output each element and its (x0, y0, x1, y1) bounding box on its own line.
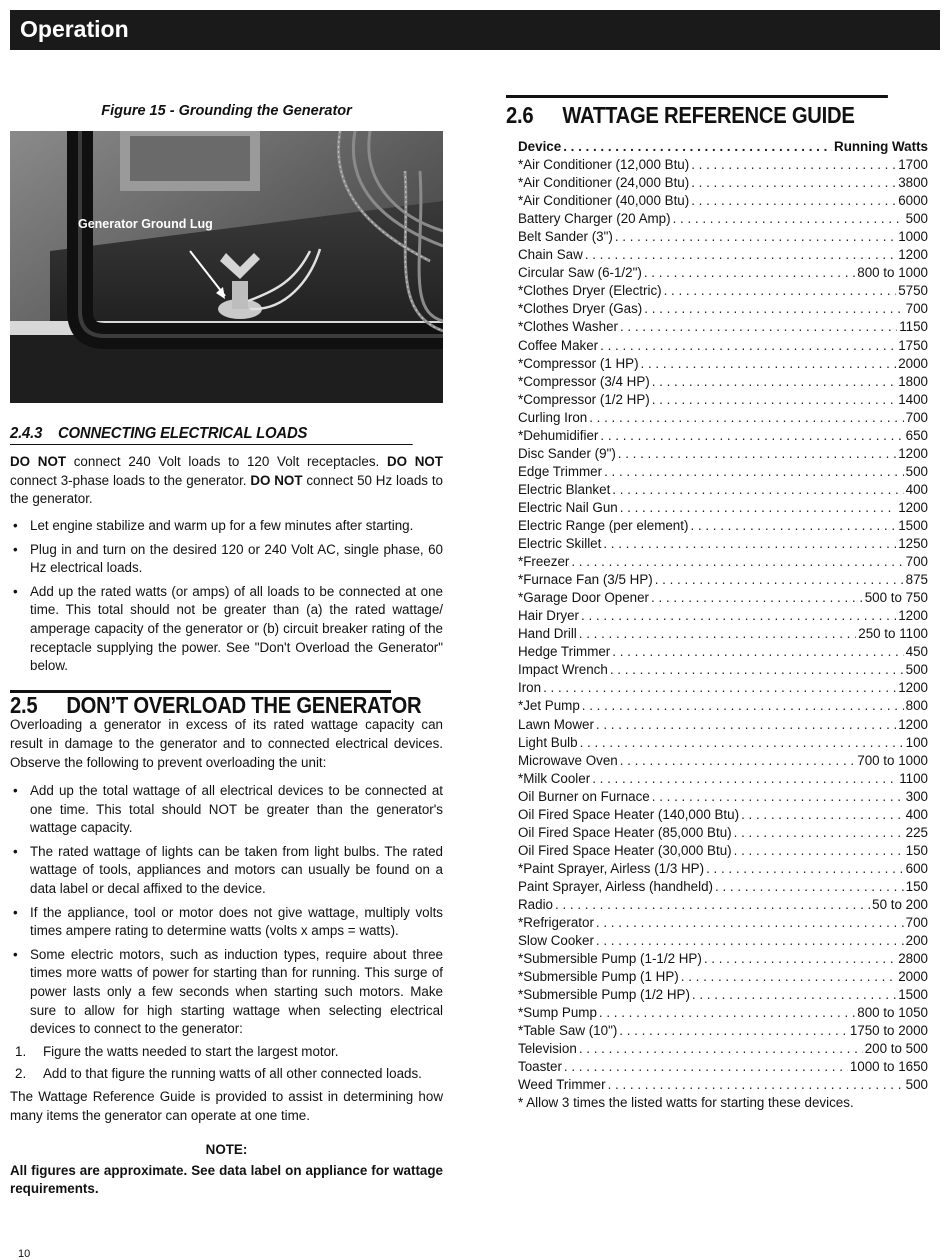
device-name: Disc Sander (9") (518, 445, 616, 461)
device-name: Electric Nail Gun (518, 499, 618, 515)
running-watts: 1200 (898, 680, 928, 696)
device-name: *Paint Sprayer, Airless (1/3 HP) (518, 860, 705, 876)
leader-dots (604, 463, 904, 481)
leader-dots (691, 156, 896, 174)
leader-dots (715, 878, 904, 896)
running-watts: 50 to 200 (872, 896, 928, 912)
leader-dots (596, 932, 904, 950)
table-row (518, 517, 928, 535)
leader-dots (691, 174, 896, 192)
table-row (518, 246, 928, 264)
running-watts: 1400 (898, 391, 928, 407)
device-name: *Clothes Washer (518, 319, 618, 335)
leader-dots (641, 355, 897, 373)
device-name: Television (518, 1041, 577, 1057)
leader-dots (600, 427, 903, 445)
table-row (518, 643, 928, 661)
device-name: Electric Skillet (518, 536, 602, 552)
table-row (518, 373, 928, 391)
table-row (518, 788, 928, 806)
table-row (518, 896, 928, 914)
running-watts: 800 to 1050 (857, 1005, 928, 1021)
device-name: Paint Sprayer, Airless (handheld) (518, 878, 714, 894)
table-row (518, 535, 928, 553)
running-watts: 1200 (898, 247, 928, 263)
running-watts: 650 (905, 427, 928, 443)
page-section-title: Operation (20, 16, 129, 42)
device-name: *Garage Door Opener (518, 590, 650, 606)
table-row (518, 661, 928, 679)
running-watts: 200 (905, 933, 928, 949)
running-watts: 6000 (898, 193, 928, 209)
device-name: *Table Saw (10") (518, 1023, 618, 1039)
device-name: *Submersible Pump (1-1/2 HP) (518, 951, 702, 967)
wattage-table (518, 138, 928, 1094)
table-row (518, 282, 928, 300)
running-watts: 700 (905, 554, 928, 570)
list-item: • Add up the total wattage of all electrical devices to be connected at one time. This total should NOT be greater than the generator's wattage capacity. (10, 782, 443, 838)
device-name: Belt Sander (3") (518, 229, 613, 245)
table-row (518, 481, 928, 499)
device-name: Electric Range (per element) (518, 517, 689, 533)
device-name: *Sump Pump (518, 1005, 597, 1021)
device-name: Edge Trimmer (518, 463, 603, 479)
table-row (518, 697, 928, 715)
table-row (518, 1040, 928, 1058)
device-name: Iron (518, 680, 542, 696)
leader-dots (610, 661, 904, 679)
running-watts: 1200 (898, 499, 928, 515)
table-row (518, 752, 928, 770)
warning-do-not: DO NOT (386, 454, 443, 470)
device-name: Radio (518, 896, 553, 912)
running-watts: 150 (905, 878, 928, 894)
table-row (518, 806, 928, 824)
leader-dots (615, 228, 896, 246)
table-row (518, 986, 928, 1004)
running-watts: 1000 (898, 229, 928, 245)
table-row (518, 1058, 928, 1076)
leader-dots (690, 517, 896, 535)
list-item: • Let engine stabilize and warm up for a few minutes after starting. (10, 517, 443, 536)
leader-dots (734, 842, 904, 860)
warning-do-not: DO NOT (250, 472, 303, 488)
list-item: • Add up the rated watts (or amps) of all loads to be connected at one time. This total should not be greater than (a) the rated wattage/ amperage capacity of the generator or (b) circuit breaker rating of the receptacle supplying the power. See "Don't Overload the Generator" below. (10, 583, 443, 676)
note-title: NOTE: (205, 1142, 248, 1158)
leader-dots (692, 986, 896, 1004)
running-watts: 800 (905, 698, 928, 714)
leader-dots (612, 643, 903, 661)
leader-dots (585, 246, 896, 264)
running-watts: 2800 (898, 951, 928, 967)
device-name: Light Bulb (518, 734, 578, 750)
leader-dots (589, 409, 903, 427)
list-item (10, 1065, 443, 1084)
table-row (518, 571, 928, 589)
device-name: *Air Conditioner (24,000 Btu) (518, 175, 690, 191)
device-name: Microwave Oven (518, 752, 618, 768)
device-name: *Dehumidifier (518, 427, 599, 443)
leader-dots (620, 752, 856, 770)
section-heading-26 (506, 95, 888, 129)
leader-dots (704, 950, 896, 968)
device-name: *Refrigerator (518, 915, 594, 931)
running-watts: 1200 (898, 608, 928, 624)
running-watts: 500 to 750 (864, 590, 928, 606)
table-row (518, 499, 928, 517)
table-row (518, 1076, 928, 1094)
table-row (518, 264, 928, 282)
table-row (518, 156, 928, 174)
leader-dots (555, 896, 870, 914)
leader-dots (603, 535, 896, 553)
leader-dots (580, 734, 904, 752)
running-watts: 875 (905, 572, 928, 588)
running-watts: 1200 (898, 445, 928, 461)
table-row (518, 337, 928, 355)
step-text: Add to that figure the running watts of all other connected loads. (43, 1066, 422, 1082)
running-watts: 400 (905, 481, 928, 497)
running-watts: 500 (905, 463, 928, 479)
loads-warning-paragraph (10, 453, 443, 509)
leader-dots (652, 373, 896, 391)
running-watts: 2000 (898, 355, 928, 371)
running-watts: 225 (905, 824, 928, 840)
table-row (518, 427, 928, 445)
device-name: Hair Dryer (518, 608, 580, 624)
table-row (518, 318, 928, 336)
running-watts: 600 (905, 860, 928, 876)
running-watts: 1200 (898, 716, 928, 732)
leader-dots (673, 210, 904, 228)
subsection-number: 2.4.3 (10, 424, 43, 442)
step-number: 2. (15, 1066, 27, 1082)
leader-dots (571, 553, 903, 571)
leader-dots (741, 806, 904, 824)
overload-bullet-list (10, 782, 443, 1039)
leader-dots (582, 697, 904, 715)
running-watts: 1150 (899, 319, 928, 335)
running-watts: 500 (905, 1077, 928, 1093)
running-watts: 800 to 1000 (857, 265, 928, 281)
running-watts: 1250 (898, 536, 928, 552)
running-watts: 300 (905, 788, 928, 804)
table-row (518, 174, 928, 192)
table-footnote (518, 1094, 928, 1112)
warning-text: connect 3-phase loads to the generator. (10, 472, 251, 488)
generator-photo-illustration (10, 131, 443, 403)
left-column (10, 100, 443, 1199)
running-watts: 1500 (898, 987, 928, 1003)
table-row (518, 679, 928, 697)
running-watts: 1700 (898, 157, 928, 173)
leader-dots (681, 968, 896, 986)
footnote-text: * Allow 3 times the listed watts for starting these devices. (518, 1095, 854, 1111)
leader-dots (691, 192, 896, 210)
table-row (518, 553, 928, 571)
leader-dots (734, 824, 904, 842)
running-watts: 700 (905, 301, 928, 317)
leader-dots (655, 571, 904, 589)
device-name: *Submersible Pump (1 HP) (518, 969, 679, 985)
figure-caption: Figure 15 - Grounding the Generator (101, 103, 352, 119)
leader-dots (608, 1076, 904, 1094)
leader-dots (563, 138, 832, 156)
table-row (518, 192, 928, 210)
column-header-device: Device (518, 139, 562, 154)
running-watts: 1750 (898, 337, 928, 353)
leader-dots (644, 264, 855, 282)
table-row (518, 734, 928, 752)
device-name: Hand Drill (518, 626, 577, 642)
running-watts: 200 to 500 (864, 1041, 928, 1057)
running-watts: 500 (905, 662, 928, 678)
section-number: 2.5 (10, 691, 38, 718)
device-name: *Clothes Dryer (Gas) (518, 301, 643, 317)
subsection-heading-243 (10, 425, 413, 446)
leader-dots (652, 788, 904, 806)
running-watts: 250 to 1100 (858, 626, 928, 642)
device-name: *Milk Cooler (518, 770, 591, 786)
table-row (518, 210, 928, 228)
leader-dots (652, 391, 896, 409)
step-text: Figure the watts needed to start the largest motor. (43, 1043, 339, 1059)
device-name: Impact Wrench (518, 662, 608, 678)
leader-dots (579, 1040, 863, 1058)
leader-dots (618, 445, 896, 463)
device-name: *Jet Pump (518, 698, 580, 714)
table-row (518, 932, 928, 950)
table-row (518, 463, 928, 481)
device-name: Coffee Maker (518, 337, 599, 353)
running-watts: 2000 (898, 969, 928, 985)
guide-closing-paragraph: The Wattage Reference Guide is provided to assist in determining how many items the generator can operate at one time. (10, 1089, 443, 1123)
leader-dots (564, 1058, 848, 1076)
leader-dots (620, 318, 897, 336)
table-row (518, 391, 928, 409)
leader-dots (651, 589, 863, 607)
device-name: Oil Fired Space Heater (85,000 Btu) (518, 824, 732, 840)
table-row (518, 878, 928, 896)
device-name: *Compressor (1/2 HP) (518, 391, 650, 407)
leader-dots (596, 914, 904, 932)
loads-bullet-list (10, 517, 443, 676)
running-watts: 1100 (899, 770, 928, 786)
running-watts: 1800 (898, 373, 928, 389)
ground-lug-label: Generator Ground Lug (78, 216, 213, 231)
leader-dots (620, 499, 896, 517)
device-name: Curling Iron (518, 409, 588, 425)
running-watts: 500 (905, 211, 928, 227)
leader-dots (596, 716, 896, 734)
table-row (518, 228, 928, 246)
table-row (518, 770, 928, 788)
leader-dots (592, 770, 897, 788)
table-row (518, 445, 928, 463)
device-name: *Freezer (518, 554, 570, 570)
table-row (518, 1004, 928, 1022)
device-name: Circular Saw (6-1/2") (518, 265, 642, 281)
device-name: *Clothes Dryer (Electric) (518, 283, 662, 299)
device-name: Chain Saw (518, 247, 583, 263)
section-title: WATTAGE REFERENCE GUIDE (562, 102, 855, 128)
warning-do-not: DO NOT (10, 454, 67, 470)
table-row (518, 842, 928, 860)
list-item (10, 1043, 443, 1062)
leader-dots (612, 481, 903, 499)
table-row (518, 716, 928, 734)
leader-dots (543, 679, 896, 697)
leader-dots (599, 1004, 855, 1022)
running-watts: 150 (905, 842, 928, 858)
device-name: Weed Trimmer (518, 1077, 606, 1093)
leader-dots (619, 1022, 848, 1040)
grounding-photo (10, 131, 443, 403)
leader-dots (579, 625, 856, 643)
device-name: Oil Fired Space Heater (30,000 Btu) (518, 842, 732, 858)
running-watts: 700 (905, 915, 928, 931)
right-column (506, 95, 940, 1113)
subsection-title: CONNECTING ELECTRICAL LOADS (57, 424, 308, 442)
running-watts: 450 (905, 644, 928, 660)
step-number: 1. (15, 1043, 27, 1059)
device-name: Electric Blanket (518, 481, 611, 497)
device-name: *Submersible Pump (1/2 HP) (518, 987, 690, 1003)
table-row (518, 355, 928, 373)
running-watts: 700 (905, 409, 928, 425)
overload-intro: Overloading a generator in excess of its rated wattage capacity can result in damage to the generator and to connected electrical devices. Observe the following to prevent overloading the unit: (10, 717, 443, 770)
section-number: 2.6 (506, 102, 534, 128)
leader-dots (706, 860, 904, 878)
running-watts: 1500 (898, 517, 928, 533)
table-row (518, 589, 928, 607)
running-watts: 1750 to 2000 (849, 1023, 928, 1039)
table-row (518, 300, 928, 318)
table-row (518, 860, 928, 878)
note-body: All figures are approximate. See data label on appliance for wattage requirements. (10, 1162, 443, 1197)
running-watts: 5750 (898, 283, 928, 299)
table-row (518, 914, 928, 932)
device-name: *Compressor (1 HP) (518, 355, 639, 371)
device-name: Hedge Trimmer (518, 644, 611, 660)
column-header-watts: Running Watts (834, 139, 928, 154)
device-name: Oil Burner on Furnace (518, 788, 650, 804)
device-name: Lawn Mower (518, 716, 594, 732)
device-name: Slow Cooker (518, 933, 594, 949)
device-name: Toaster (518, 1059, 562, 1075)
motor-steps-list (10, 1043, 443, 1084)
list-item: • The rated wattage of lights can be taken from light bulbs. The rated wattage of tools, appliances and motors can usually be found on a data label or decal affixed to the device. (10, 843, 443, 899)
table-row (518, 950, 928, 968)
device-name: *Furnace Fan (3/5 HP) (518, 572, 653, 588)
list-item: • Some electric motors, such as induction types, require about three times more watts of power for starting than for running. This surge of power lasts only a few seconds when starting such motors. Make sure to allow for high starting wattage when selecting electrical devices to connect to the generator: (10, 946, 443, 1039)
table-row (518, 607, 928, 625)
running-watts: 3800 (898, 175, 928, 191)
list-item: • Plug in and turn on the desired 120 or 240 Volt AC, single phase, 60 Hz electrical loads. (10, 541, 443, 578)
header-bar (10, 10, 940, 50)
running-watts: 400 (905, 806, 928, 822)
table-row (518, 409, 928, 427)
device-name: Battery Charger (20 Amp) (518, 211, 671, 227)
list-item: • If the appliance, tool or motor does not give wattage, multiply volts times ampere rating to determine watts (volts x amps = watts). (10, 904, 443, 941)
table-row (518, 1022, 928, 1040)
leader-dots (600, 337, 896, 355)
running-watts: 100 (905, 734, 928, 750)
running-watts: 1000 to 1650 (849, 1059, 928, 1075)
device-name: *Air Conditioner (40,000 Btu) (518, 193, 690, 209)
table-row (518, 625, 928, 643)
table-row (518, 968, 928, 986)
leader-dots (581, 607, 896, 625)
leader-dots (664, 282, 897, 300)
page-number: 10 (18, 1248, 31, 1260)
warning-text: connect 240 Volt loads to 120 Volt receptacles. (66, 454, 387, 470)
table-row (518, 824, 928, 842)
running-watts: 700 to 1000 (857, 752, 928, 768)
device-name: *Air Conditioner (12,000 Btu) (518, 157, 690, 173)
section-title: DON’T OVERLOAD THE GENERATOR (66, 691, 422, 718)
leader-dots (644, 300, 903, 318)
device-name: *Compressor (3/4 HP) (518, 373, 650, 389)
section-heading-25 (10, 690, 422, 718)
warning-text: connect 50 Hz loads to the generator. (10, 472, 443, 507)
device-name: Oil Fired Space Heater (140,000 Btu) (518, 806, 740, 822)
table-header-row (518, 138, 928, 156)
